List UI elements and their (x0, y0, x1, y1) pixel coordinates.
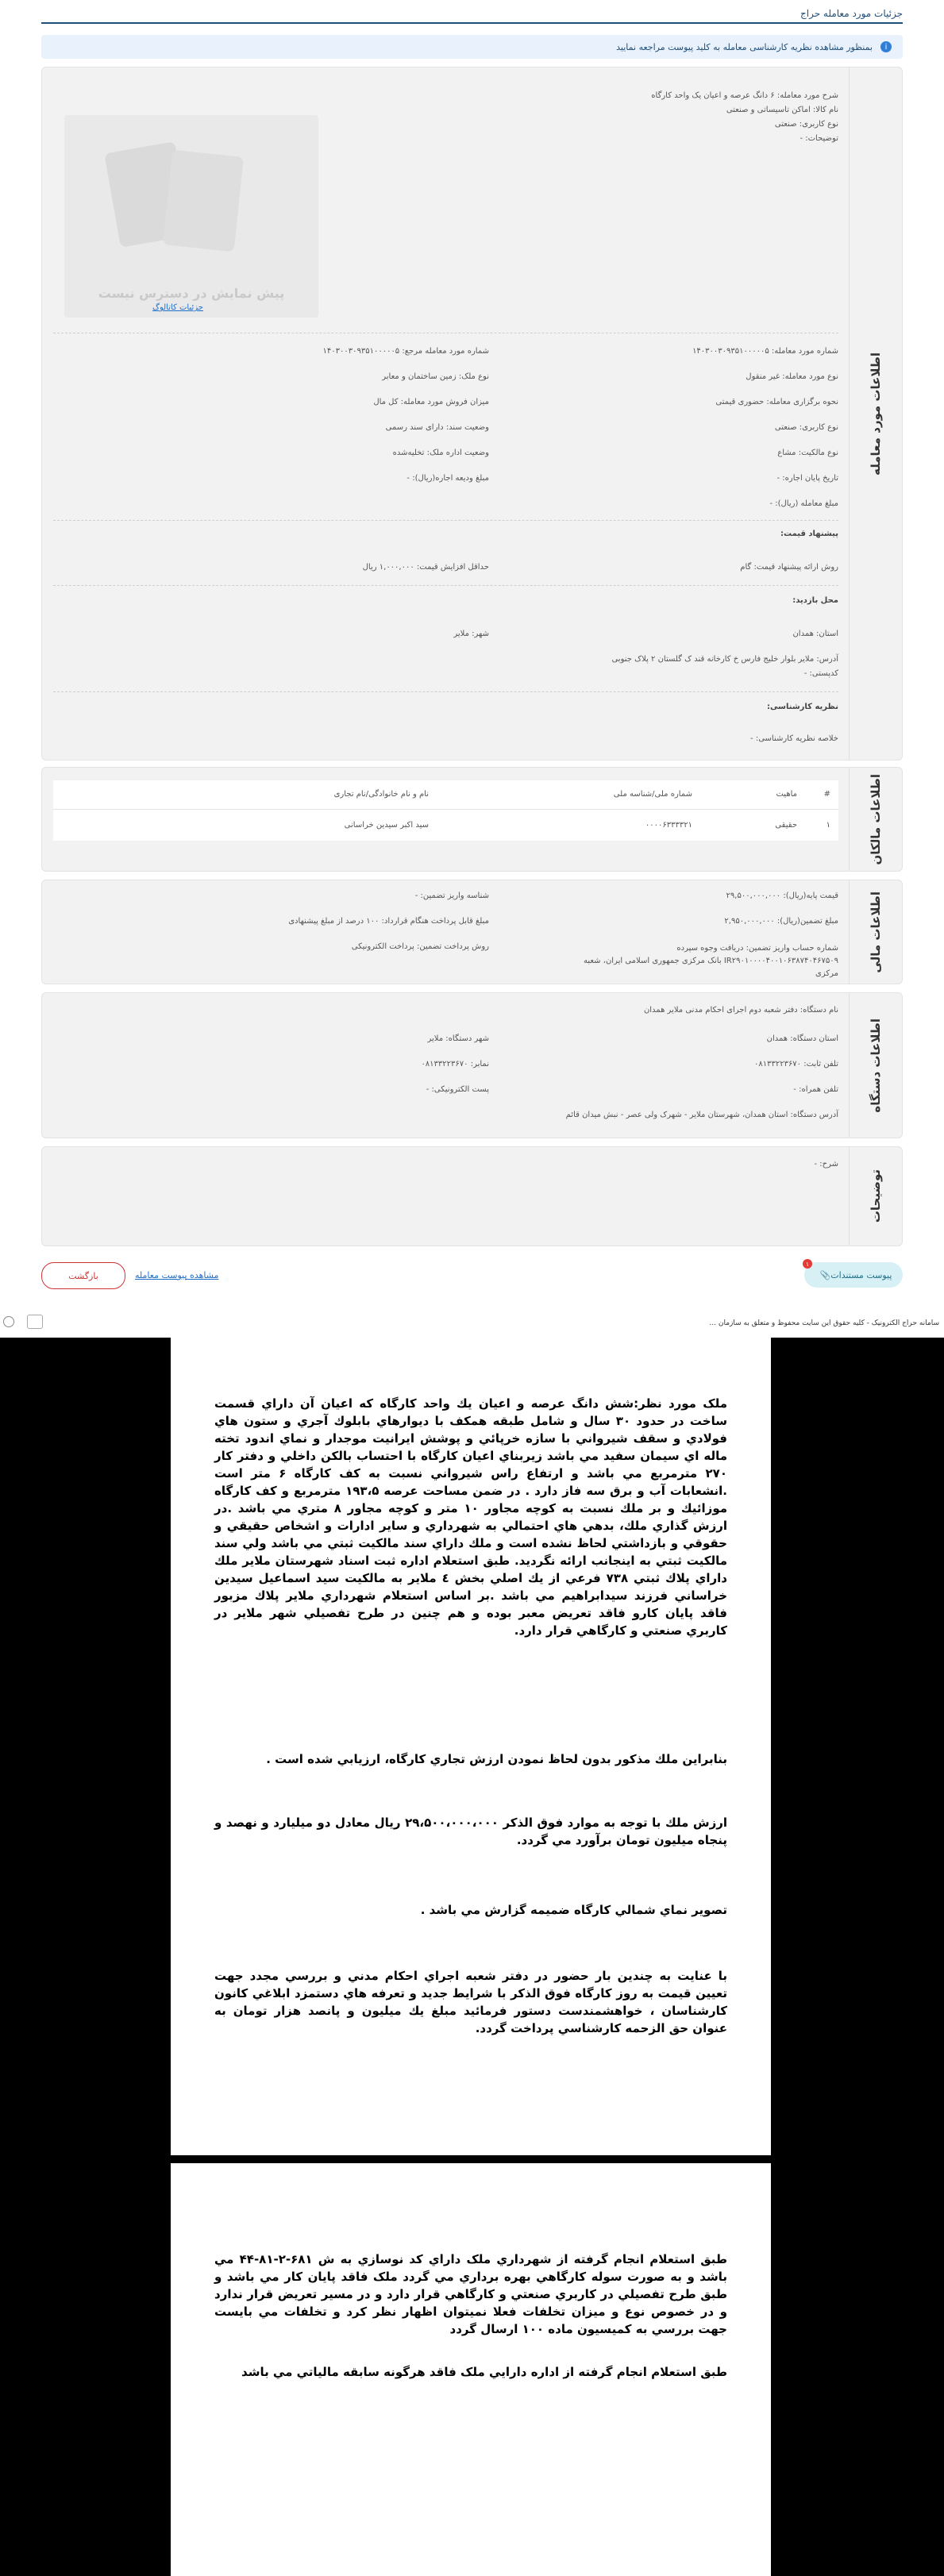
sale-amount: میزان فروش مورد معامله: کل مال (373, 398, 489, 406)
city: شهر: ملایر (453, 630, 489, 638)
lease-end-date: تاریخ پایان اجاره: - (776, 474, 838, 483)
notes-section (41, 1146, 903, 1246)
owners-table (53, 780, 838, 841)
doc-paragraph: تصوير نماي شمالي كارگاه ضميمه گزارش مي باشد . (420, 1903, 727, 1917)
price-offer-title: پیشنهاد قیمت: (780, 529, 838, 538)
usage-type: نوع کاربری: صنعتی (774, 120, 838, 129)
table-header-row (53, 780, 838, 809)
owners-heading: اطلاعات مالکان (869, 773, 883, 865)
col-index: # (823, 790, 830, 799)
deal-type: نوع مورد معامله: غیر منقول (746, 372, 838, 381)
col-type: ماهیت (776, 790, 797, 799)
description: توضیحات: - (800, 134, 838, 143)
footer-text: سامانه حراج الکترونیک - کلیه حقوق این سایت محفوظ و متعلق به سازمان ... (709, 1319, 939, 1327)
guarantee-account: شماره حساب واریز تضمین: دریافت وجوه سپرده IR۲۹۰۱۰۰۰۰۴۰۰۱۰۶۳۸۷۴۰۴۶۷۵۰۹ بانک مرکزی جمهوری اسلامی ایران، شعبه مرکزی (583, 944, 838, 978)
deal-desc: شرح مورد معامله: ۶ دانگ عرصه و اعیان یک واحد کارگاه (651, 91, 838, 100)
ref-deal-number: شماره مورد معامله مرجع: ۱۴۰۳۰۰۳۰۹۳۵۱۰۰۰۰۰۵ (322, 347, 489, 356)
min-increment: حداقل افزایش قیمت: ۱,۰۰۰,۰۰۰ ریال (362, 563, 489, 572)
col-name: نام و نام خانوادگی/نام تجاری (333, 790, 429, 799)
office-email: پست الکترونیکی: - (426, 1085, 489, 1094)
finance-heading-box (849, 880, 902, 984)
office-province: استان دستگاه: همدان (766, 1034, 838, 1043)
notes-heading: توضیحات (869, 1169, 883, 1223)
back-button[interactable]: بازگشت (41, 1262, 125, 1289)
expert-summary: خلاصه نظریه کارشناسی: - (750, 734, 838, 743)
finance-heading: اطلاعات مالی (869, 891, 883, 973)
attach-docs-label: پیوست مستندات (830, 1269, 892, 1280)
guarantee-amount: مبلغ تضمین(ریال): ۲,۹۵۰,۰۰۰,۰۰۰ (724, 917, 838, 926)
office-section (41, 992, 903, 1138)
expert-opinion-title: نظریه کارشناسی: (767, 703, 838, 711)
guarantee-id: شناسه واریز تضمین: - (414, 891, 489, 900)
deal-amount: مبلغ معامله (ریال): - (769, 499, 838, 508)
doc-paragraph: بنابراين ملك مذكور بدون لحاظ نمودن ارزش تجاري كارگاه، ارزيابي شده است . (266, 1752, 727, 1766)
office-heading: اطلاعات دستگاه (869, 1018, 883, 1113)
attach-badge: ۱ (803, 1259, 812, 1269)
address: آدرس: ملایر بلوار خلیج فارس خ کارخانه قند ک گلستان ۲ پلاک جنوبی (611, 655, 838, 664)
owner-national-id: ۰۰۰۰۶۳۳۳۳۲۱ (645, 820, 692, 830)
finance-section (41, 880, 903, 984)
doc-paragraph: طبق استعلام انجام گرفته از شهرداري ملک داراي کد نوسازي به ش ۶۸۱-۲-۸۱-۴۴ مي باشد و به صورت سوله کارگاهي بهره برداري مي گردد ملک فاقد پايان کار مي باشد و طبق طرح تفصيلي در کاربري صنعتي و کارگاهي قرار دارد و در مسير تعريض قرار ندارد و در خصوص نوع و ميزان تخلفات فعلا نميتوان اظهار نظر کرد و تخلفات مي بايست جهت بررسي به کميسيون ماده ۱۰۰ ارسال گردد (214, 2252, 728, 2336)
office-fax: نمابر: ۰۸۱۳۳۲۲۳۶۷۰ (421, 1060, 489, 1069)
deal-info-section (41, 67, 903, 760)
attachment-icon: 📎 (819, 1269, 831, 1280)
office-mobile: تلفن همراه: - (793, 1085, 838, 1094)
document-page-2 (171, 2163, 771, 2576)
col-national-id: شماره ملی/شناسه ملی (613, 790, 692, 799)
divider (53, 520, 838, 521)
document-viewer (0, 1338, 944, 2576)
alert-text: بمنظور مشاهده نظریه کارشناسی معامله به کلید پیوست مراجعه نمایید (616, 41, 873, 52)
table-row (53, 809, 838, 841)
doc-paragraph: طبق استعلام انجام گرفته از اداره دارايي ملک فاقد هرگونه سابقه مالياتي مي باشد (241, 2365, 727, 2379)
goods-name: نام کالا: اماکن تاسیساتی و صنعتی (726, 106, 838, 114)
notes-value: شرح: - (814, 1160, 838, 1169)
divider (53, 691, 838, 692)
owner-index: ۱ (826, 820, 830, 830)
catalog-details-link[interactable]: جزئیات کاتالوگ (152, 303, 203, 312)
office-heading-box (849, 993, 902, 1138)
postal-code: کدپستی: - (803, 669, 838, 678)
office-address: آدرس دستگاه: استان همدان، شهرستان ملایر - شهرک ولی عصر - نبش میدان قائم (565, 1111, 838, 1119)
site-logo-icon (3, 1316, 14, 1327)
owner-name: سید اکبر سیدین خراسانی (344, 820, 429, 830)
owners-section (41, 767, 903, 872)
no-preview-text: پیش نمایش در دسترس نیست (98, 286, 285, 301)
deal-number: شماره مورد معامله: ۱۴۰۳۰۰۳۰۹۳۵۱۰۰۰۰۰۵ (692, 347, 838, 356)
doc-paragraph: ملک مورد نظر:شش دانگ عرصه و اعیان یك واحد كارگاه كه اعيان آن داراي قسمت ساخت در حدود ۳۰ سال و شامل طبقه همكف با ديوارهاي بابلوك آجري و ستون هاي فولادي و سقف شيرواني با سازه خرپائي و پوشش ايرانيت موجدار و نماي اندود تخته ماله اي سيمان سفيد مي باشد زيربناي اعيان كارگاه با احتساب بالكن داخلي و دفتر كار ۲۷۰ مترمربع مي باشد و ارتفاع راس شيرواني نسبت به كف كارگاه ۶ متر است .انشعابات آب و برق سه فاز دارد . در ضمن مساحت عرصه ۱۹۳،۵ مترمربع و كف كارگاه موزائيك و بر ملك نسبت به كوچه مجاور ۱۰ متر و كوچه مجاور ۸ متري مي باشد .در ارزش گذاري ملك، بدهي هاي احتمالي به شهرداري و ساير ادارات و اشخاص حقيقي و حقوقي و بازداشتي لحاظ نشده است و ملك داراي سند مالكيت ثبتي مي باشد ولي سند مالكيت ثبتي به اينجانب ارائه نگرديد. طبق استعلام اداره ثبت اسناد شهرستان ملاير ملك داراي پلاك ثبتي ۷۳۸ فرعي از يك اصلي بخش ٤ ملاير به مالكيت سيد اسماعيل سيدين خراساني فرزند سيدابراهيم مي باشد .بر اساس استعلام شهرداري ملاير پلاك مزبور فاقد پايان كارو فاقد تعريض معبر بوده و هم چنين در طرح تفصيلي شهر ملاير در كاربري صنعتي و كارگاهي قرار دارد. (214, 1396, 728, 1638)
guarantee-method: روش پرداخت تضمین: پرداخت الکترونیکی (351, 942, 489, 951)
office-phone: تلفن ثابت: ۰۸۱۳۳۲۲۳۶۷۰ (753, 1060, 838, 1069)
deal-info-heading-box (849, 67, 902, 760)
doc-paragraph: با عنايت به چندين بار حضور در دفتر شعبه اجراي احكام مدني و بررسي مجدد جهت تعيين قيمت به روز كارگاه فوق الذكر با شرايط جديد و تعرفه هاي دستمزد ابلاغي كانون كارشناسان ، خواهشمندست دستور فرمائيد مبلغ يك ميليون و پانصد هزار تومان به عنوان حق الزحمه كارشناسي پرداخت گردد. (214, 1969, 727, 2035)
notes-heading-box (849, 1147, 902, 1246)
owner-type: حقیقی (775, 820, 797, 830)
contract-payable: مبلغ قابل پرداخت هنگام قرارداد: ۱۰۰ درصد از مبلغ پیشنهادی (288, 917, 489, 926)
visit-location-title: محل بازدید: (792, 596, 838, 605)
property-type: نوع ملک: زمین ساختمان و معابر (382, 372, 489, 381)
info-icon: i (880, 41, 892, 52)
deed-status: وضعیت سند: دارای سند رسمی (385, 423, 489, 432)
price-method: روش ارائه پیشنهاد قیمت: گام (740, 563, 838, 572)
info-alert (41, 35, 903, 59)
document-page-1 (171, 1338, 771, 2155)
usage: نوع کاربری: صنعتی (774, 423, 838, 432)
office-name: نام دستگاه: دفتر شعبه دوم اجرای احکام مدنی ملایر همدان (643, 1006, 838, 1015)
page-title: جزئیات مورد معامله حراج (800, 8, 903, 19)
province: استان: همدان (792, 630, 838, 638)
deal-info-heading: اطلاعات مورد معامله (869, 352, 883, 476)
deposit-amount: مبلغ ودیعه اجاره(ریال): - (406, 474, 489, 483)
property-status: وضعیت اداره ملک: تخلیه‌شده (392, 449, 489, 457)
ownership-type: نوع مالکیت: مشاع (777, 449, 838, 457)
owners-heading-box (849, 768, 902, 871)
document-icon (163, 150, 244, 252)
view-attachment-link[interactable]: مشاهده پیوست معامله (135, 1270, 219, 1280)
attach-docs-button[interactable] (804, 1262, 903, 1288)
title-divider (41, 22, 903, 24)
emblem-icon (27, 1315, 43, 1329)
image-placeholder (64, 115, 318, 318)
office-city: شهر دستگاه: ملایر (427, 1034, 489, 1043)
auction-method: نحوه برگزاری معامله: حضوری قیمتی (715, 398, 838, 406)
base-price: قیمت پایه(ریال): ۲۹,۵۰۰,۰۰۰,۰۰۰ (726, 891, 838, 900)
doc-paragraph: ارزش ملك با توجه به موارد فوق الذكر ۲۹،۵۰۰،۰۰۰،۰۰۰ ريال معادل دو ميليارد و نهصد و پنجاه ميليون تومان برآورد مي گردد. (214, 1816, 728, 1847)
divider (53, 585, 838, 586)
